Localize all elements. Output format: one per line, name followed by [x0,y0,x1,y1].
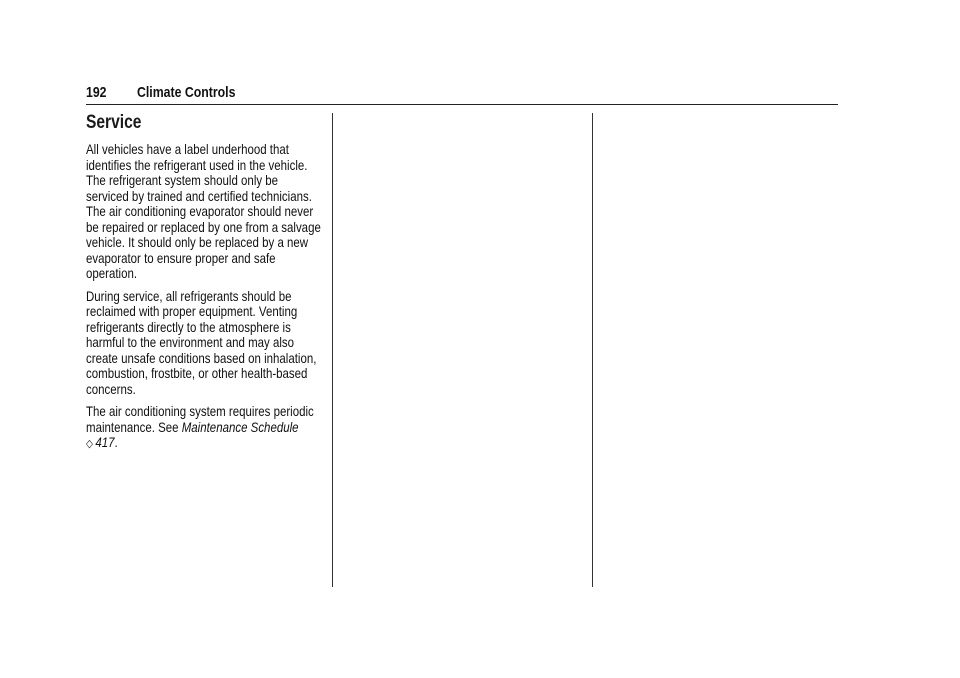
paragraph-maintenance [86,404,324,453]
section-title: Climate Controls [137,84,236,101]
paragraph-label-info: All vehicles have a label underhood that identifies the refrigerant used in the vehicle. The refrigerant system should only be serviced by trained and certified technicians. The air conditioning evaporator should never be repaired or replaced by one from a salvage vehicle. It should only be replaced by a new evaporator to ensure proper and safe operation. [86,141,321,281]
text-column [86,112,324,460]
page-reference-number[interactable]: 417 [95,434,115,450]
maintenance-text: The air conditioning system requires periodic maintenance. See [86,403,314,435]
page-reference-icon: ◇ [86,438,93,450]
maintenance-schedule-link[interactable]: Maintenance Schedule [181,418,299,435]
maintenance-end: . [114,434,118,450]
service-heading: Service [86,112,142,133]
column-divider-right [592,113,593,587]
paragraph-refrigerant-reclaim: During service, all refrigerants should be reclaimed with proper equipment. Venting refrigerants directly to the atmosphere is harmful to the environment and may also create unsafe conditions based on inhalation, combustion, frostbite, or other health-based concerns. [86,287,317,397]
page-header [86,84,838,105]
page-number: 192 [86,84,107,101]
column-divider-left [332,113,333,587]
